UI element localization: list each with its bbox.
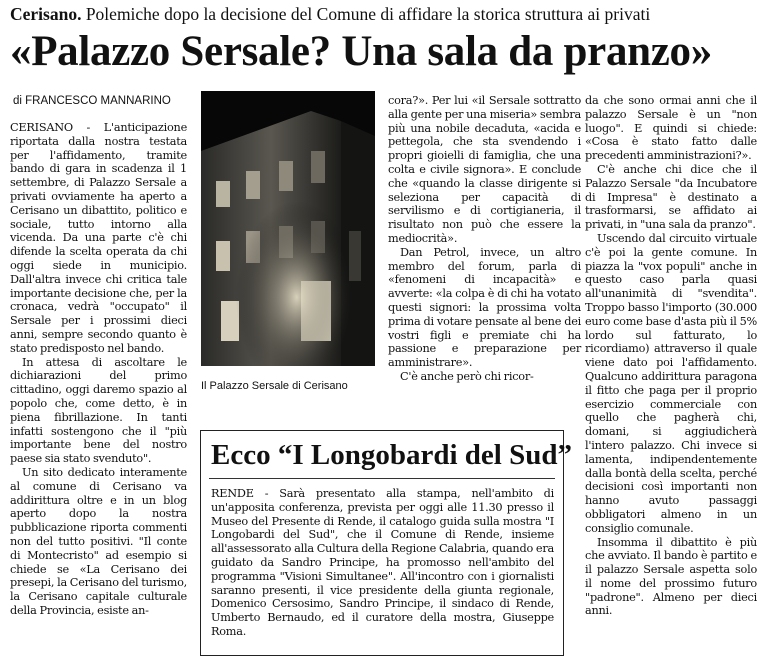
paragraph: C'è anche però chi ricor- (400, 369, 534, 383)
paragraph: C'è anche chi dice che il Palazzo Sersale "da Incubatore di Impresa" è destinato a trasformarsi, se affidato ai privati, in "una sala da pranzo". (585, 162, 757, 232)
paragraph: RENDE - Sarà presentato alla stampa, nell'ambito di un'apposita conferenza, prevista per oggi alle 11.30 presso il Museo del Presente di Rende, il catalogo guida sulla mostra "I Longobardi del Sud", che il Comune di Rende, insieme all'assessorato alla Cultura della Regione Calabria, quando era guidato da Sandro Principe, ha promosso nell'ambito del programma "Visioni Simultanee". All'incontro con i giornalisti saranno presenti, il vice presidente della giunta regionale, Domenico Cersosimo, Sandro Principe, il sindaco di Rende, Umberto Bernaudo, ed il curatore della mostra, Giuseppe Roma. (211, 487, 554, 638)
box-divider (209, 478, 555, 479)
byline: di FRANCESCO MANNARINO (13, 95, 171, 107)
photo-caption: Il Palazzo Sersale di Cerisano (201, 380, 348, 392)
article-headline: «Palazzo Sersale? Una sala da pranzo» (10, 28, 712, 75)
sidebar-box (200, 430, 572, 656)
box-title: Ecco “I Longobardi del Sud” (211, 439, 572, 471)
article-column-3 (585, 94, 757, 618)
paragraph: In attesa di ascoltare le dichiarazioni del primo cittadino, oggi daremo spazio al popolo che, come detto, è in piena fibrillazione. In tanti infatti sostengono che il "più importante bene del nostro paese sia stato svenduto". (10, 355, 187, 466)
paragraph: Uscendo dal circuito virtuale c'è poi la gente comune. In piazza la "vox populi" anche in questo caso parla quasi all'unanimità di "svendita". Troppo basso l'importo (30.000 euro come base d'asta più il 5% lordo sul fatturato, lo ricordiamo) attraverso il quale viene dato poi l'affidamento. Qualcuno addirittura paragona il fitto che paga per il proprio esercizio commerciale con quello che pagherà chi, domani, si aggiudicherà l'intero palazzo. Chi invece si lamenta, indipendentemente dalla bontà della scelta, perché decisioni così importanti non hanno avuto passaggi obbligatori almeno in un consiglio comunale. (585, 231, 757, 535)
article-kicker (10, 3, 758, 25)
paragraph: Insomma il dibattito è più che avviato. Il bando è partito e il palazzo Sersale aspetta solo il nome del prossimo futuro "padrone". Almeno per dieci anni. (585, 535, 757, 618)
palazzo-photo (201, 91, 375, 366)
article-column-1 (10, 121, 187, 618)
kicker-text: Polemiche dopo la decisione del Comune di affidare la storica struttura ai privati (85, 4, 651, 24)
paragraph: da che sono ormai anni che il palazzo Sersale è un "non luogo". E quindi si chiede: «Cosa è stato fatto dalle precedenti amministrazioni?». (585, 94, 757, 163)
paragraph: Dan Petrol, invece, un altro membro del forum, parla di «fenomeni di incapacità» e avverte: «la colpa è di chi ha votato questi signori: la prossima volta prima di votare pensate al bene dei vostri figli e premiate chi ha passione e preparazione per amministrare». (388, 245, 581, 370)
paragraph: CERISANO - L'anticipazione riportata dalla nostra testata per l'affidamento, tramite bando di gara in scadenza il 1 settembre, di Palazzo Sersale a privati ovviamente ha aperto a Cerisano un dibattito, politico e sociale, tutto intorno alla vicenda. Da una parte c'è chi difende la scelta operata da chi oggi siede in municipio. Dall'altra invece chi critica tale importante decisione che, per la cronaca, vedrà "occupato" il Sersale per i prossimi dieci anni, sempre secondo quanto è stato predisposto nel bando. (10, 121, 187, 355)
article-column-2 (388, 94, 581, 384)
box-body (211, 487, 554, 639)
paragraph: cora?». Per lui «il Sersale sottratto alla gente per una miseria» sembra più una nobile decaduta, «acida e pettegola, che sta svendendo i propri gioielli di famiglia, che una colta e civile signora». E conclude che «quando la classe dirigente si seleziona per capacità di servilismo e di cortigianeria, il risultato non può che essere la mediocrità». (388, 94, 581, 245)
paragraph: Un sito dedicato interamente al comune di Cerisano va addirittura oltre e in un blog aperto dopo la nostra pubblicazione riporta commenti non del tutto positivi. "Il conte di Montecristo" ad esempio si chiede se «La Cerisano dei presepi, la Cerisano del turismo, la Cerisano capitale culturale della Provincia, esiste an- (10, 465, 187, 617)
kicker-place: Cerisano. (10, 4, 82, 24)
